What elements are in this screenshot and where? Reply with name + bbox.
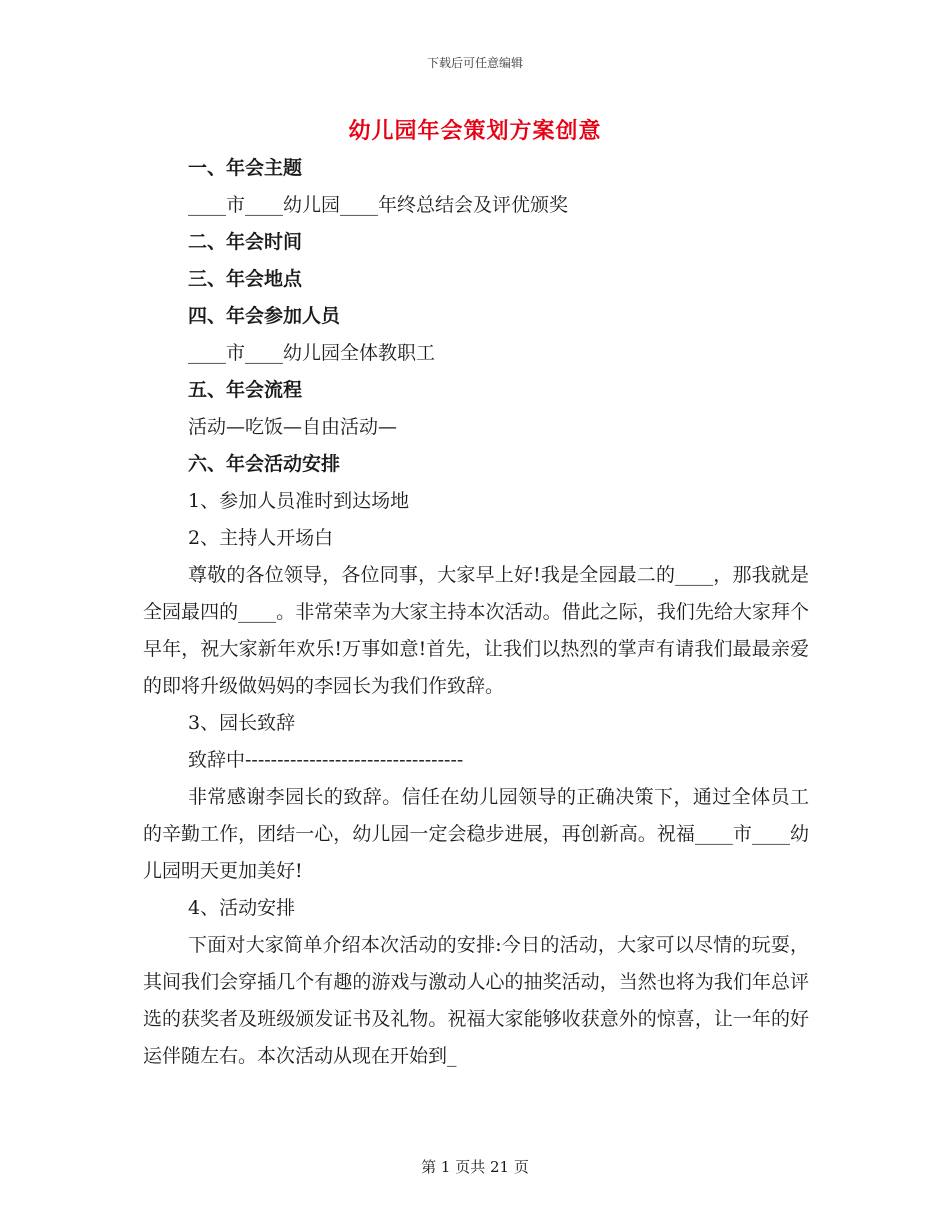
list-item-host-opening: 2、主持人开场白 (188, 527, 334, 549)
list-item-activity-arrangement: 4、活动安排 (188, 897, 296, 919)
heading-location: 三、年会地点 (188, 268, 303, 290)
list-item-director-speech: 3、园长致辞 (188, 712, 296, 734)
page-footer: 第 1 页共 21 页 (421, 1158, 529, 1176)
page-header-note: 下载后可任意编辑 (426, 56, 523, 70)
speech-in-progress-line: 致辞中---------------------------------- (188, 749, 464, 771)
document-title: 幼儿园年会策划方案创意 (348, 118, 602, 144)
heading-time: 二、年会时间 (188, 231, 303, 253)
heading-flow: 五、年会流程 (188, 379, 303, 401)
paragraph-host-speech: 尊敬的各位领导，各位同事，大家早上好!我是全园最二的____，那我就是全园最四的____。非常荣幸为大家主持本次活动。借此之际，我们先给大家拜个早年，祝大家新年欢乐!万事如意!首先，让我们以热烈的掌声有请我们最最亲爱的即将升级做妈妈的李园长为我们作致辞。 (143, 564, 809, 697)
heading-theme: 一、年会主题 (188, 157, 303, 179)
theme-text: ____市____幼儿园____年终总结会及评优颁奖 (188, 194, 569, 216)
paragraph-activity: 下面对大家简单介绍本次活动的安排:今日的活动，大家可以尽情的玩耍，其间我们会穿插几个有趣的游戏与激动人心的抽奖活动，当然也将为我们年总评选的获奖者及班级颁发证书及礼物。祝福大家能够收获意外的惊喜，让一年的好运伴随左右。本次活动从现在开始到_ (143, 934, 809, 1067)
paragraph-thanks: 非常感谢李园长的致辞。信任在幼儿园领导的正确决策下，通过全体员工的辛勤工作，团结一心，幼儿园一定会稳步进展，再创新高。祝福____市____幼儿园明天更加美好! (143, 786, 809, 882)
heading-participants: 四、年会参加人员 (188, 305, 341, 327)
participants-text: ____市____幼儿园全体教职工 (188, 342, 436, 364)
list-item-arrival: 1、参加人员准时到达场地 (188, 490, 410, 512)
document-body (143, 150, 809, 1075)
heading-arrangement: 六、年会活动安排 (188, 453, 341, 475)
flow-text: 活动—吃饭—自由活动— (188, 416, 398, 438)
